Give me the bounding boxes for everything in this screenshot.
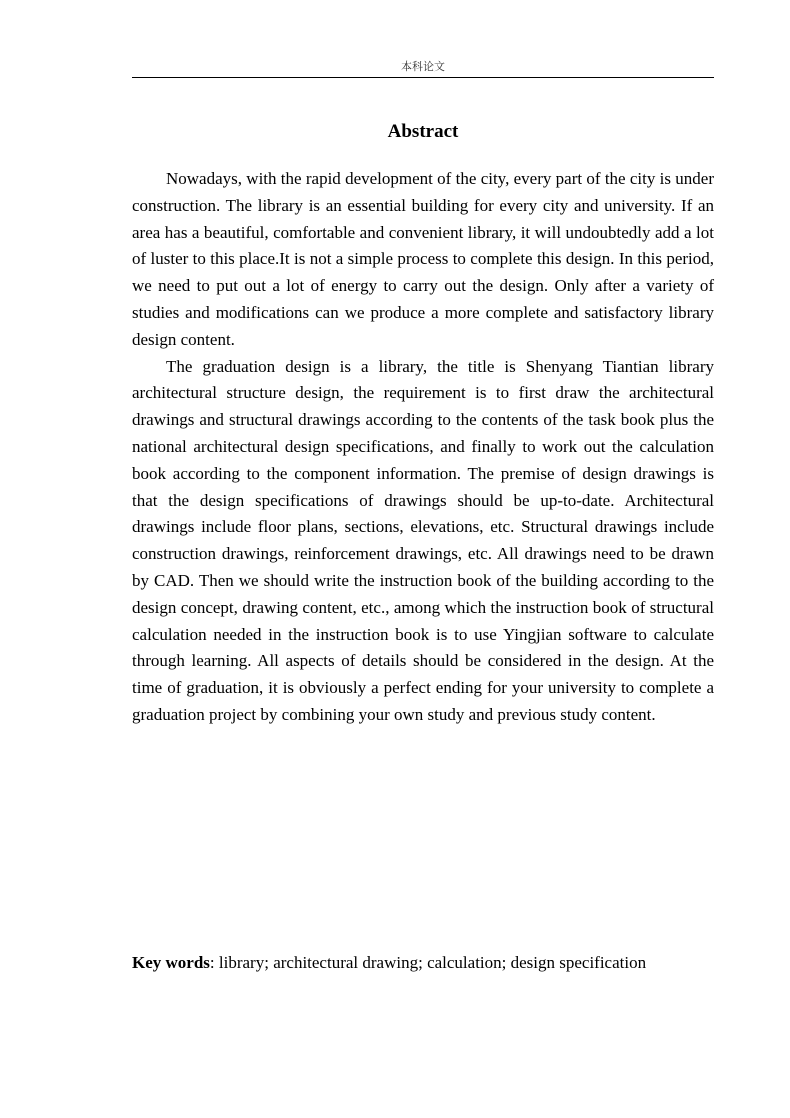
- keywords-separator: :: [209, 953, 219, 972]
- keywords-text: library; architectural drawing; calculation; design specification: [218, 953, 647, 972]
- header-rule: [132, 77, 714, 78]
- abstract-paragraph-2: The graduation design is a library, the title is Shenyang Tiantian library architectural structure design, the requirement is to first draw the architectural drawings and structural drawings according to the contents of the task book plus the national architectural design specifications, and finally to work out the calculation book according to the component information. The premise of design drawings is that the design specifications of drawings should be up-to-date. Architectural drawings include floor plans, sections, elevations, etc. Structural drawings include construction drawings, reinforcement drawings, etc. All drawings need to be drawn by CAD. Then we should write the instruction book of the building according to the design concept, drawing content, etc., among which the instruction book of structural calculation needed in the instruction book is to use Yingjian software to calculate through learning. All aspects of details should be considered in the design. At the time of graduation, it is obviously a perfect ending for your university to complete a graduation project by combining your own study and previous study content.: [132, 356, 714, 724]
- abstract-paragraph-1: Nowadays, with the rapid development of the city, every part of the city is under construction. The library is an essential building for every city and university. If an area has a beautiful, comfortable and convenient library, it will undoubtedly add a lot of luster to this place.It is not a simple process to complete this design. In this period, we need to put out a lot of energy to carry out the design. Only after a variety of studies and modifications can we produce a more complete and satisfactory library design content.: [132, 169, 714, 349]
- abstract-body: [132, 166, 714, 729]
- keywords-label: Key words: [132, 953, 210, 972]
- abstract-title: Abstract: [387, 121, 459, 142]
- running-header: 本科论文: [401, 60, 445, 73]
- keywords-line: [132, 951, 732, 975]
